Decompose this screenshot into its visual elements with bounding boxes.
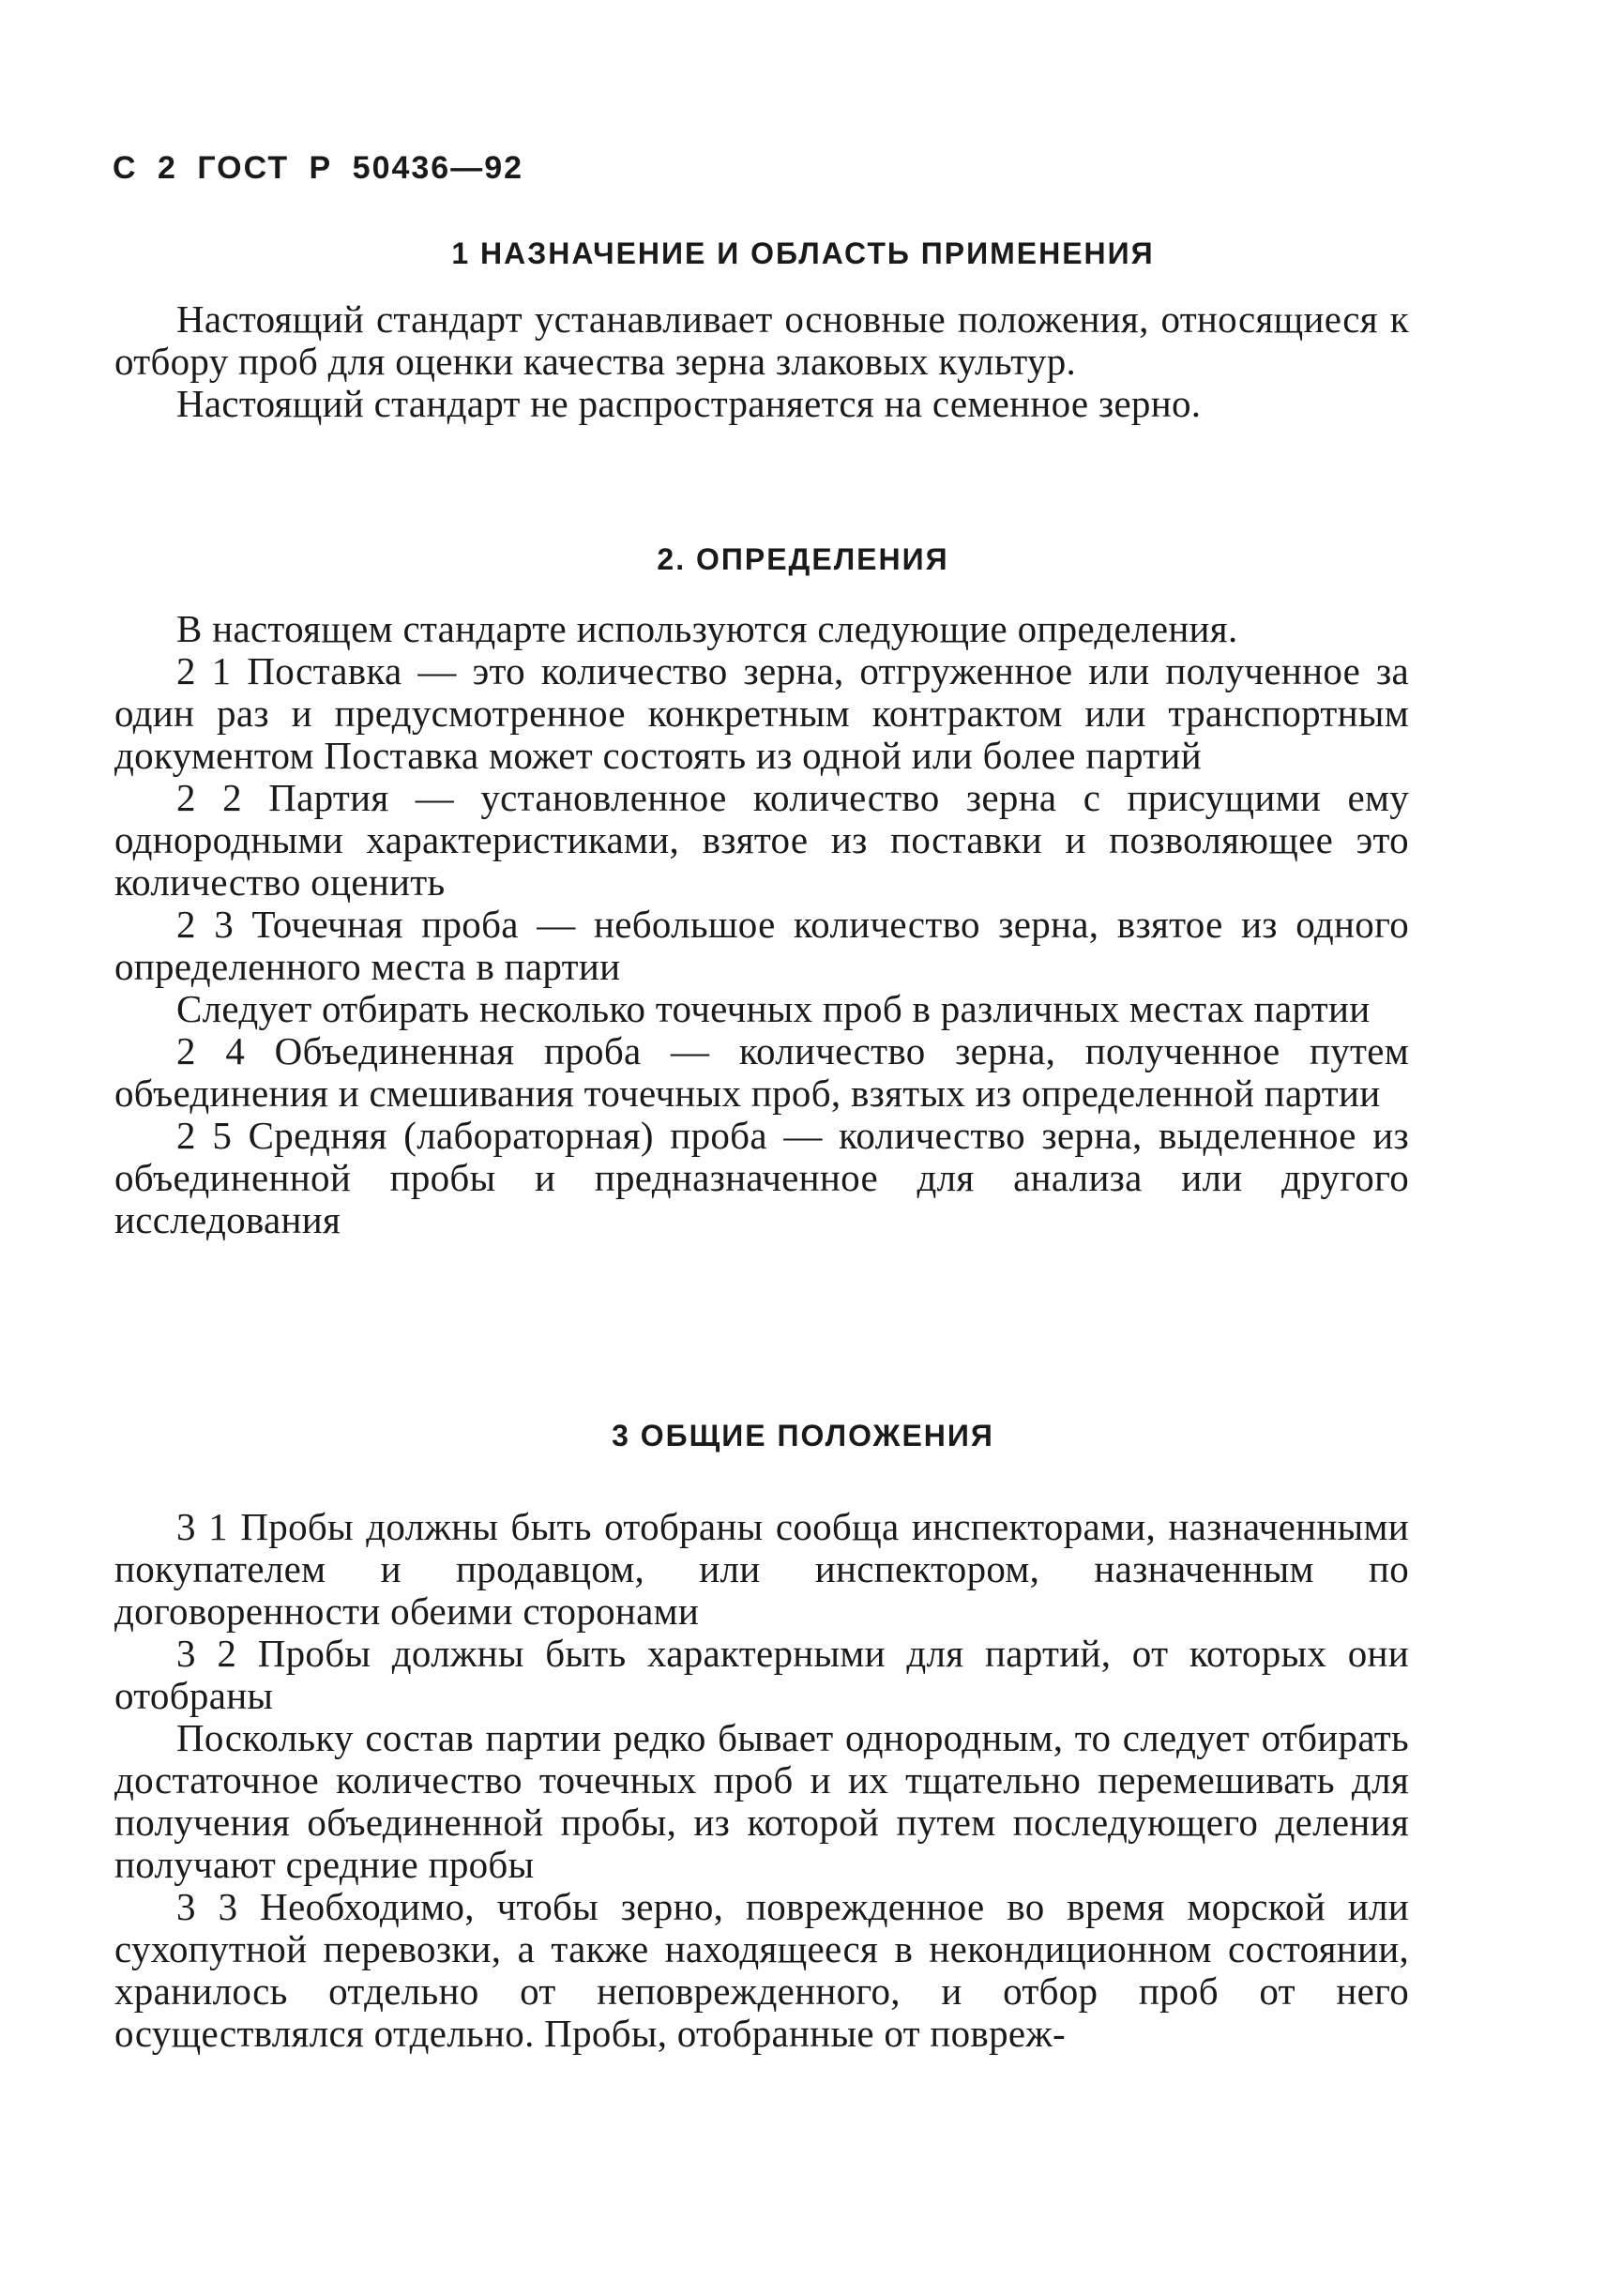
section-2-paragraph: Следует отбирать несколько точечных проб в различных местах партии [176, 987, 1371, 1030]
section-3-body [114, 1506, 1409, 2055]
section-3-paragraph: 3 1 Пробы должны быть отобраны сообща инспекторами, назначенными покупателем и продавцом, или инспектором, назначенным по договоренности обеими сторонами [114, 1505, 1409, 1633]
section-1-paragraph: Настоящий стандарт не распространяется на семенное зерно. [176, 382, 1202, 425]
section-1-title: 1 НАЗНАЧЕНИЕ И ОБЛАСТЬ ПРИМЕНЕНИЯ [451, 236, 1155, 270]
section-3-paragraph: Поскольку состав партии редко бывает однородным, то следует отбирать достаточное количество точечных проб и их тщательно перемешивать для получения объединенной пробы, из которой путем последующего деления получают средние пробы [114, 1716, 1409, 1886]
section-2-paragraph: 2 1 Поставка — это количество зерна, отгруженное или полученное за один раз и предусмотренное конкретным контрактом или транспортным документом Поставка может состоять из одной или более партий [114, 649, 1409, 777]
section-2-body [114, 608, 1409, 1241]
section-2-paragraph: 2 5 Средняя (лабораторная) проба — количество зерна, выделенное из объединенной пробы и предназначенное для анализа или другого исследования [114, 1114, 1409, 1241]
section-2-paragraph: 2 2 Партия — установленное количество зерна с присущими ему однородными характеристиками, взятое из поставки и позволяющее это количество оценить [114, 776, 1409, 904]
section-2-title: 2. ОПРЕДЕЛЕНИЯ [657, 542, 949, 576]
page-header: С 2 ГОСТ Р 50436—92 [113, 150, 524, 186]
section-2-paragraph: 2 3 Точечная проба — небольшое количество зерна, взятое из одного определенного места в партии [114, 903, 1409, 988]
section-3-title: 3 ОБЩИЕ ПОЛОЖЕНИЯ [612, 1419, 994, 1452]
section-3-paragraph: 3 2 Пробы должны быть характерными для партий, от которых они отобраны [114, 1632, 1409, 1717]
section-2-paragraph: В настоящем стандарте используются следующие определения. [176, 607, 1238, 650]
section-2-paragraph: 2 4 Объединенная проба — количество зерна, полученное путем объединения и смешивания точечных проб, взятых из определенной партии [114, 1029, 1409, 1115]
section-1-paragraph: Настоящий стандарт устанавливает основные положения, относящиеся к отбору проб для оценки качества зерна злаковых культур. [114, 297, 1409, 383]
section-3-paragraph: 3 3 Необходимо, чтобы зерно, поврежденное во время морской или сухопутной перевозки, а также находящееся в некондиционном состоянии, хранилось отдельно от неповрежденного, и отбор проб от него осуществлялся отдельно. Пробы, отобранные от повреж- [114, 1885, 1409, 2055]
section-1-body [114, 298, 1409, 425]
